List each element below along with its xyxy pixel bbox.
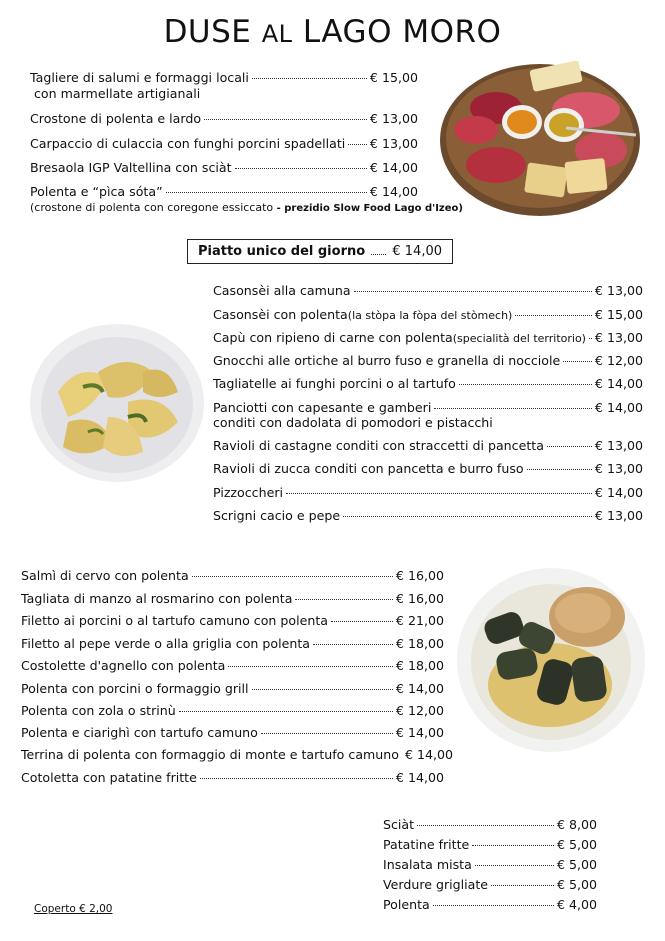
menu-item: Cotoletta con patatine fritte € 14,00 — [21, 770, 444, 785]
menu-item: Filetto ai porcini o al tartufo camuno con polenta € 21,00 — [21, 613, 444, 628]
menu-item: Polenta e “pìca sóta” € 14,00 — [30, 184, 418, 199]
menu-item: Costolette d'agnello con polenta € 18,00 — [21, 658, 444, 673]
menu-item: Tagliatelle ai funghi porcini o al tartufo € 14,00 — [213, 376, 643, 391]
ravioli-plate-photo — [28, 322, 206, 484]
menu-item: Salmì di cervo con polenta € 16,00 — [21, 568, 444, 583]
menu-item: Insalata mista € 5,00 — [383, 857, 597, 872]
menu-item: Tagliata di manzo al rosmarino con polenta € 16,00 — [21, 591, 444, 606]
menu-item: Gnocchi alle ortiche al burro fuso e granella di nocciole € 12,00 — [213, 353, 643, 368]
menu-item: Pizzoccheri € 14,00 — [213, 485, 643, 500]
meat-rolls-polenta-plate-photo — [455, 565, 647, 755]
menu-item: Crostone di polenta e lardo € 13,00 — [30, 111, 418, 126]
menu-item: Capù con ripieno di carne con polenta (specialità del territorio) € 13,00 — [213, 330, 643, 345]
menu-item: Carpaccio di culaccia con funghi porcini spadellati € 13,00 — [30, 136, 418, 151]
item-description: (crostone di polenta con coregone essiccato - prezidio Slow Food Lago d'Izeo) — [30, 201, 463, 214]
menu-item: Ravioli di castagne conditi con straccetti di pancetta € 13,00 — [213, 438, 643, 453]
menu-item: Casonsèi con polenta (la stòpa la fòpa del stòmech) € 15,00 — [213, 307, 643, 322]
item-description: conditi con dadolata di pomodori e pistacchi — [213, 415, 493, 430]
menu-item: Sciàt € 8,00 — [383, 817, 597, 832]
menu-item: Polenta con zola o strinù € 12,00 — [21, 703, 444, 718]
menu-item: Ravioli di zucca conditi con pancetta e burro fuso € 13,00 — [213, 461, 643, 476]
menu-item: Patatine fritte € 5,00 — [383, 837, 597, 852]
menu-item: Tagliere di salumi e formaggi locali € 15,00 — [30, 70, 418, 85]
menu-item: Polenta € 4,00 — [383, 897, 597, 912]
dish-of-the-day-box: Piatto unico del giorno € 14,00 — [187, 239, 453, 264]
menu-item: Verdure grigliate € 5,00 — [383, 877, 597, 892]
menu-item: Filetto al pepe verde o alla griglia con polenta € 18,00 — [21, 636, 444, 651]
menu-title: DUSE AL LAGO MORO — [163, 14, 502, 50]
menu-item: Terrina di polenta con formaggio di monte e tartufo camuno € 14,00 — [21, 747, 454, 762]
menu-item: Scrigni cacio e pepe € 13,00 — [213, 508, 643, 523]
cover-charge: Coperto € 2,00 — [34, 903, 113, 915]
menu-item: Polenta con porcini o formaggio grill € 14,00 — [21, 681, 444, 696]
menu-item: Panciotti con capesante e gamberi € 14,00 — [213, 400, 643, 415]
cured-meats-board-photo — [436, 50, 644, 220]
item-description: con marmellate artigianali — [34, 86, 201, 101]
menu-item: Bresaola IGP Valtellina con sciàt € 14,00 — [30, 160, 418, 175]
menu-item: Polenta e ciarighì con tartufo camuno € 14,00 — [21, 725, 444, 740]
menu-item: Casonsèi alla camuna € 13,00 — [213, 283, 643, 298]
